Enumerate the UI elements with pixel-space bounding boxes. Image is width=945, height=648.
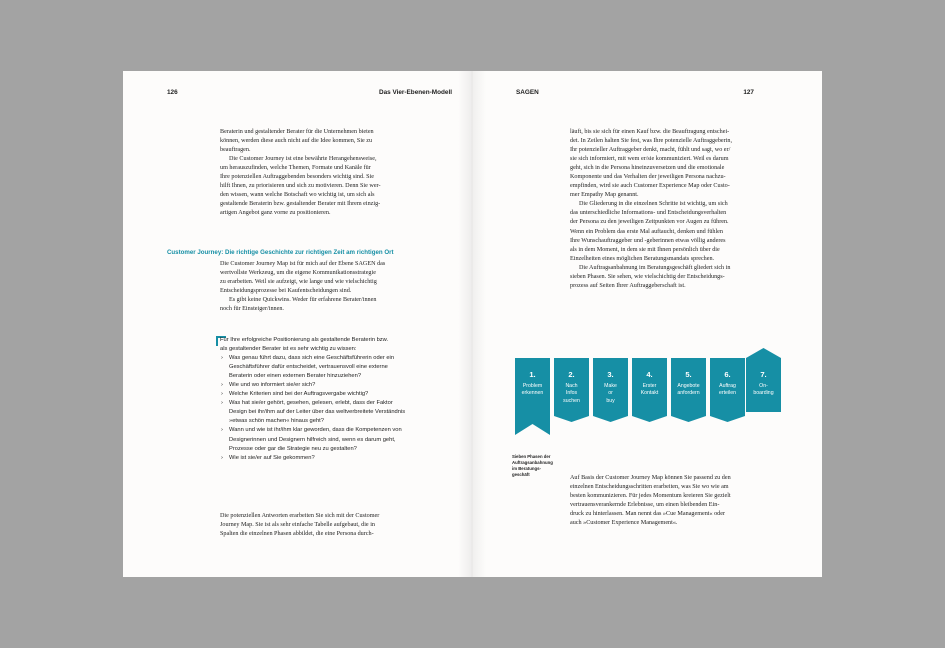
text-line: › Wann und wie ist ihr/ihm klar geworden, dass die Kompetenzen von: [229, 427, 402, 434]
text-line: beauftragen.: [220, 147, 251, 154]
phase-5-number: 5.: [685, 370, 692, 379]
text-line: det. In Zeilen halten Sie fest, was Ihre potenzielle Auftraggeberin,: [570, 138, 732, 145]
text-line: Ihre Wunschauftraggeber und -geberinnen etwas völlig anderes: [570, 237, 726, 244]
list-item: [220, 399, 440, 426]
text-line: Spalten die einzelnen Phasen abbildet, die eine Persona durch-: [220, 531, 374, 538]
phase-5: [671, 358, 706, 422]
text-line: hilft Ihnen, zu priorisieren und sich zu motivieren. Denn Sie wer-: [220, 183, 381, 190]
text-line: Design bei ihr/ihm auf der Leiter über das weltverbreitete Verständnis: [229, 409, 406, 416]
text-line: Ihre potenziellen Auftraggebenden besonders wichtig sind. Sie: [220, 174, 374, 181]
phase-3-label: [593, 383, 628, 405]
list-item: [220, 390, 440, 399]
book-gutter-shadow: [458, 71, 486, 577]
phase-1-label: [515, 383, 550, 398]
right-text-block: [570, 128, 732, 291]
text-line: Entscheidungsprozesse bei Kaufentscheidungen sind.: [220, 288, 352, 295]
text-line: Komponente und das Verhalten der jeweiligen Persona nachzu-: [570, 174, 726, 181]
phase-6-label: [710, 383, 745, 398]
figure-caption: [512, 454, 564, 478]
text-line: besten kommunizieren. Für jedes Momentum kreieren Sie gezielt: [570, 493, 731, 500]
phase-7-label: [746, 383, 781, 398]
caption-line: Auftragsanbahnung: [512, 460, 553, 466]
text-line: können, werden diese auch nicht auf die Idee kommen, Sie zu: [220, 138, 373, 145]
text-line: noch für Einsteiger/innen.: [220, 306, 284, 313]
label-line: erteilen: [718, 390, 736, 397]
text-line: empfinden, wird sie auch Customer Experience Map oder Custo-: [570, 183, 730, 190]
open-book: [123, 71, 822, 577]
text-line: Prozesse oder gar die Strategie neu zu gestalten?: [229, 445, 357, 452]
page-number: 126: [167, 89, 178, 96]
text-line: › Wie und wo informiert sie/er sich?: [229, 382, 316, 389]
text-line: druck zu hinterlassen. Man nennt das »Cue Management« oder: [570, 511, 726, 518]
label-line: suchen: [563, 397, 580, 404]
text-line: »etwas schön machen« hinaus geht?: [229, 418, 324, 425]
text-line: als gestaltender Berater ist es sehr wichtig zu wissen:: [220, 346, 357, 353]
text-line: mer Empathy Map genannt.: [570, 192, 639, 199]
text-line: Die potenziellen Antworten erarbeiten Sie sich mit der Customer: [220, 513, 380, 519]
right-closing-paragraph: [570, 474, 731, 528]
phase-3: [593, 358, 628, 422]
label-line: Angebote: [677, 383, 700, 389]
phase-4-number: 4.: [646, 370, 653, 379]
text-line: den wissen, wann welche Botschaft wo wichtig ist, um sich als: [220, 192, 375, 199]
text-line: › Wie ist sie/er auf Sie gekommen?: [229, 454, 315, 461]
question-box: [220, 336, 440, 463]
phase-4-label: [632, 383, 667, 398]
label-line: boarding: [753, 390, 774, 397]
closing-paragraph: [220, 512, 379, 539]
text-line: Die Auftragsanbahnung im Beratungsgeschäft gliedert sich in: [579, 264, 731, 271]
phase-7-number: 7.: [760, 370, 767, 379]
question-list: [220, 354, 440, 463]
text-line: Journey Map. Sie ist als sehr einfache Tabelle aufgebaut, die in: [220, 522, 375, 529]
list-item: [220, 454, 440, 463]
phase-7-shape: [746, 348, 781, 412]
phase-2-number: 2.: [568, 370, 575, 379]
phase-7: [746, 348, 781, 412]
text-line: Auf Basis der Customer Journey Map können Sie passend zu den: [570, 475, 731, 481]
text-line: auch »Customer Experience Management«.: [570, 520, 678, 527]
text-line: Einzelheiten eines möglichen Beratungsmandats sprechen.: [570, 255, 715, 262]
text-line: geht, sich in die Persona hineinzuversetzen und die emotionale: [570, 165, 725, 172]
phase-2-label: [554, 383, 589, 405]
phase-6: [710, 358, 745, 422]
label-line: buy: [606, 397, 615, 404]
label-line: Kontakt: [640, 390, 659, 397]
caption-line: geschäft: [512, 472, 530, 478]
phase-1-number: 1.: [529, 370, 536, 379]
label-line: Problem: [522, 383, 543, 389]
list-item: [220, 426, 440, 453]
running-head: SAGEN: [516, 89, 539, 96]
text-line: als in dem Moment, in dem sie mit Ihnen persönlich über die: [570, 246, 720, 253]
text-line: um herauszufinden, welche Themen, Formate und Kanäle für: [220, 165, 371, 172]
running-head: Das Vier-Ebenen-Modell: [378, 89, 452, 96]
text-line: Designerinnen und Designern hilfreich sind, wenn es darum geht,: [229, 436, 396, 443]
text-line: der Persona zu den jeweiligen Zeitpunkten vor Augen zu führen.: [570, 219, 729, 226]
text-line: gestaltende Beraterin bzw. gestaltender Berater mit Ihrem einzig-: [220, 201, 381, 208]
label-line: Infos: [565, 390, 578, 397]
text-line: Beraterin oder einen externen Berater hinzuziehen?: [229, 373, 362, 380]
text-line: sie sich informiert, mit wem er/sie kommuniziert. Weil es darum: [570, 156, 729, 163]
right-page: [472, 71, 822, 577]
label-line: Auftrag: [719, 383, 736, 389]
phase-4: [632, 358, 667, 422]
phase-5-label: [671, 383, 706, 398]
text-line: Geschäftsführer dafür entscheidet, vertrauensvoll eine externe: [229, 364, 388, 371]
text-line: › Was genau führt dazu, dass sich eine Geschäftsführerin oder ein: [229, 355, 395, 362]
text-line: zu erarbeiten. Weil sie aufzeigt, wie lange und wie vielschichtig: [220, 279, 377, 286]
phase-2: [554, 358, 589, 422]
text-line: läuft, bis sie sich für einen Kauf bzw. die Beauftragung entschei-: [570, 129, 730, 135]
left-page: [123, 71, 472, 577]
phase-1: [515, 358, 550, 435]
page-number: 127: [743, 89, 754, 96]
label-line: erkennen: [521, 390, 544, 397]
phase-3-number: 3.: [607, 370, 614, 379]
text-line: Ihr potenzieller Auftraggeber denkt, macht, fühlt und sagt, wo er/: [570, 147, 731, 154]
text-line: sieben Phasen. Sie sehen, wie vielschichtig der Entscheidungs-: [570, 273, 725, 280]
text-line: Beraterin und gestaltender Berater für die Unternehmen bieten: [220, 129, 374, 135]
label-line: Make: [604, 383, 617, 389]
label-line: anfordern: [677, 390, 700, 397]
list-item: [220, 381, 440, 390]
caption-line: Sieben Phasen der: [512, 454, 551, 459]
phase-6-number: 6.: [724, 370, 731, 379]
text-line: › Welche Kriterien sind bei der Auftragsvergabe wichtig?: [229, 391, 369, 398]
section-heading: Customer Journey: Die richtige Geschichte zur richtigen Zeit am richtigen Ort: [167, 249, 394, 256]
caption-line: im Beratungs-: [512, 466, 541, 472]
text-line: das unterschiedliche Informations- und Entscheidungsverhalten: [570, 210, 727, 217]
intro-paragraph: [220, 128, 381, 218]
text-line: artigen Angebot ganz vorne zu positionieren.: [220, 210, 331, 217]
list-item: [220, 354, 440, 381]
label-line: Nach: [565, 383, 578, 389]
text-line: Es gibt keine Quickwins. Weder für erfahrene Berater/innen: [229, 297, 377, 304]
box-intro: [220, 336, 440, 354]
text-line: Wenn ein Problem das erste Mal auftaucht, denken und fühlen: [570, 228, 723, 235]
text-line: vertrauensverankernde Erlebnisse, um einen bleibenden Ein-: [570, 502, 720, 509]
text-line: wertvollste Werkzeug, um die eigene Kommunikationsstrategie: [220, 270, 376, 277]
text-line: prozess auf Seiten Ihrer Auftraggeberschaft ist.: [570, 282, 686, 289]
text-line: Die Customer Journey ist eine bewährte Herangehensweise,: [229, 156, 377, 163]
journey-paragraph: [220, 260, 385, 314]
label-line: On-: [759, 383, 768, 389]
label-line: Erster: [642, 383, 657, 389]
text-line: Die Gliederung in die einzelnen Schritte ist wichtig, um sich: [579, 201, 728, 208]
label-line: or: [608, 390, 613, 397]
text-line: einzelnen Entscheidungsschritten erarbeiten, was Sie wo wie am: [570, 484, 729, 491]
text-line: › Was hat sie/er gehört, gesehen, gelesen, erlebt, dass der Faktor: [229, 400, 393, 407]
text-line: Die Customer Journey Map ist für mich auf der Ebene SAGEN das: [220, 261, 386, 267]
text-line: Für Ihre erfolgreiche Positionierung als gestaltende Beraterin bzw.: [220, 337, 389, 343]
